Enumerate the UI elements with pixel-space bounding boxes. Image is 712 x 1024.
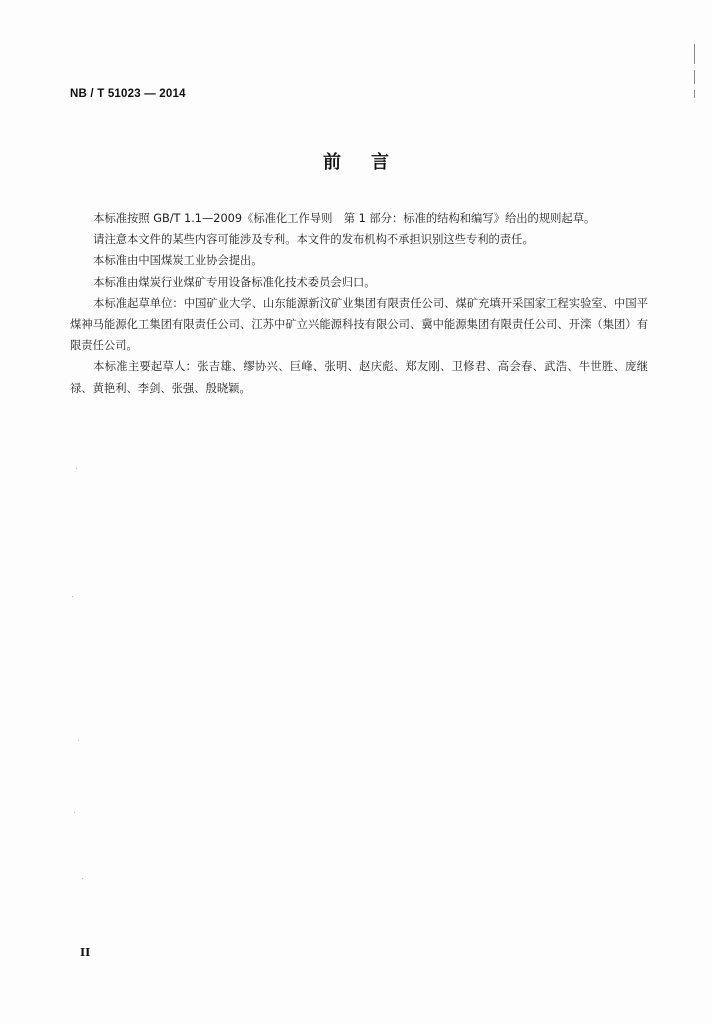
scan-speckle bbox=[82, 878, 83, 879]
scan-edge-mark bbox=[694, 44, 695, 64]
paragraph-patent-notice: 请注意本文件的某些内容可能涉及专利。本文件的发布机构不承担识别这些专利的责任。 bbox=[93, 233, 534, 247]
paragraph-drafters: 本标准主要起草人：张吉雄、缪协兴、巨峰、张明、赵庆彪、郑友刚、卫修君、高会春、武浩、牛世胜、庞继禄、黄艳利、李剑、张强、殷晓颖。 bbox=[70, 360, 648, 395]
scan-edge-mark bbox=[694, 90, 695, 98]
paragraph-proposer: 本标准由中国煤炭工业协会提出。 bbox=[93, 254, 263, 268]
paragraph-drafting-organizations: 本标准起草单位：中国矿业大学、山东能源新汶矿业集团有限责任公司、煤矿充填开采国家工程实验室、中国平煤神马能源化工集团有限责任公司、江苏中矿立兴能源科技有限公司、冀中能源集团有限责任公司、开滦（集团）有限责任公司。 bbox=[70, 296, 648, 353]
foreword-body bbox=[70, 208, 648, 399]
paragraph-drafting-rules: 本标准按照 GB/T 1.1—2009《标准化工作导则 第 1 部分：标准的结构和编写》给出的规则起草。 bbox=[93, 212, 596, 225]
page-title: 前言 bbox=[323, 152, 419, 173]
page-number: II bbox=[80, 946, 91, 959]
scan-speckle bbox=[74, 812, 75, 813]
scan-speckle bbox=[78, 740, 79, 741]
paragraph-administrator: 本标准由煤炭行业煤矿专用设备标准化技术委员会归口。 bbox=[93, 275, 376, 289]
standard-code-header: NB / T 51023 — 2014 bbox=[70, 88, 186, 100]
scan-speckle bbox=[76, 468, 77, 469]
scan-speckle bbox=[72, 596, 73, 597]
scan-edge-mark bbox=[694, 70, 695, 84]
